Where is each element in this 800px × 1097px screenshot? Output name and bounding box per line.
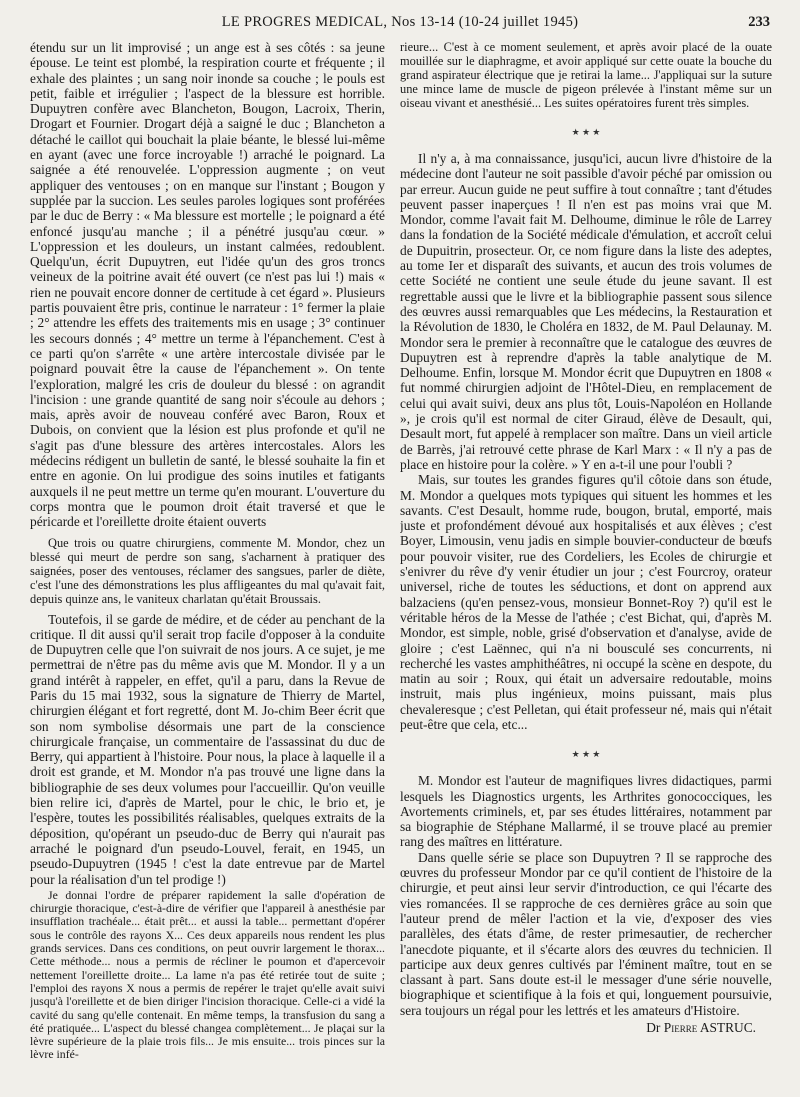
author-signature <box>400 1020 772 1036</box>
signature-title: Dr <box>646 1020 661 1036</box>
page-header <box>30 6 770 36</box>
left-column <box>30 40 385 1062</box>
journal-title: LE PROGRES MEDICAL, Nos 13-14 (10-24 juillet 1945) <box>221 14 579 30</box>
paragraph-right-2: Il n'y a, à ma connaissance, jusqu'ici, aucun livre d'histoire de la médecine dont l'auteur ne soit passible d'avoir péché par omission ou par erreur. Aucun guide ne peut suffire à tout connaître ; tant d'études peuvent passer inaperçues ! Il n'en est pas moins vrai que M. Mondor, comme l'avait fait M. Delhoume, diminue le rôle de Larrey dans la fondation de la Société médicale d'émulation, et accroît celui de Dupuitrin, prosecteur. Or, ce nom figure dans la liste des adeptes, au tome Ier et disparaît des suivants, et aucun des trois volumes de cette Société ne contient une seule étude du jeune savant. Il est regrettable aussi que le livre et la bibliographie passent sous silence des œuvres aussi remarquables que Les médecins, la Restauration et la Révolution de 1830, le Choléra en 1832, de M. Paul Delaunay. M. Mondor sera le premier à reconnaître que le catalogue des œuvres de Dupuytren est à reprendre d'après la table analytique de M. Delhoume. Enfin, lorsque M. Mondor écrit que Dupuytren en 1808 « fut nommé chirurgien adjoint de l'Hôtel-Dieu, en remplacement de celui qui avait suivi, deux ans plus tôt, Louis-Napoléon en Hollande », je crois qu'il est normal de citer Giraud, élève de Desault, qui, Desault mort, fut appelé à remplacer son maître. Dans un vieil article de Barrès, j'ai retrouvé cette phrase de Karl Marx : « Il n'y a pas de place en histoire pour la colère. » Y en a-t-il une pour l'oubli ? <box>400 151 772 472</box>
paragraph-right-4: M. Mondor est l'auteur de magnifiques livres didactiques, parmi lesquels les Diagnostics urgents, les Arthrites gonococciques, les Avortements criminels, et, par ses études littéraires, notamment par sa biographie de Stéphane Mallarmé, il se trouve placé au premier rang des maîtres en littérature. <box>400 773 772 850</box>
paragraph-right-5: Dans quelle série se place son Dupuytren ? Il se rapproche des œuvres du professeur Mondor par ce qu'il contient de l'histoire de la chirurgie, et peut ainsi leur servir d'introduction, ce qui l'écarte des vies romancées. Il se rapproche de ces dernières grâce au soin que l'auteur prend de mêler l'action et la vie, d'exposer des vies parallèles, des états d'âme, de rester primesautier, de rechercher l'anecdote piquante, et il s'écarte alors des œuvres du technicien. Il participe aux deux genres cultivés par l'éminent maître, tout en se classant à part. Sans doute est-il le messager d'une série nouvelle, biographique et scientifique à la fois et qui, longuement poursuivie, sera toujours un régal pour les lettrés et les amateurs d'Histoire. <box>400 849 772 1018</box>
section-separator-stars: ★ ★ ★ <box>571 749 601 760</box>
paragraph-left-2: Que trois ou quatre chirurgiens, commente M. Mondor, chez un blessé qui meurt de perdre son sang, s'acharnent à pratiquer des saignées, poser des ventouses, réclamer des sangsues, parler de diète, c'est l'une des démonstrations les plus affligeantes du mal qu'avait fait, depuis quinze ans, le vaniteux charlatan qu'était Broussais. <box>30 535 385 606</box>
paragraph-left-3: Toutefois, il se garde de médire, et de céder au penchant de la critique. Il dit aussi qu'il serait trop facile d'opposer à la conduite de Dupuytren celle que l'on suivrait de nos jours. A ce sujet, je me permettrai de n'être pas du même avis que M. Mondor. Il y a un grand intérêt à rappeler, en effet, qu'il a paru, dans la Revue de Paris du 15 mai 1932, sous la signature de Thierry de Martel, chirurgien élégant et fort regretté, dont M. Jo-chim Beer écrit que son nom symbolise désormais une part de la conscience chirurgicale française, un commentaire de l'assassinat du duc de Berry, qui appartient à l'histoire. Pour nous, la place à laquelle il a droit est grande, et M. Mondor n'a pas trouvé une ligne dans la bibliographie de ses deux volumes pour l'accueillir. Qu'on veuille bien relire ici, d'après de Martel, pour le chic, le brio et, je l'espère, toutes les possibilités réalisables, quelques extraits de la déposition, qu'opérant un pseudo-duc de Berry qui n'aurait pas arraché le poignard d'un pseudo-Louvel, ferait, en 1945, un pseudo-Dupuytren (1945 ! c'est la date entrevue par de Martel pour la réalisation d'un tel prodige !) <box>30 611 385 887</box>
right-column <box>400 40 772 1036</box>
paragraph-right-3: Mais, sur toutes les grandes figures qu'il côtoie dans son étude, M. Mondor a quelques mots typiques qui situent les hommes et les savants. C'est Desault, homme rude, bougon, brutal, emporté, mais juste et profondément dévoué aux hospitalisés et aux élèves ; c'est Boyer, Limousin, venu jadis en simple bouvier-conducteur de bœufs pour pouvoir visiter, rue des Cordeliers, les Ecoles de chirurgie et s'enivrer du rêve d'y venir étudier un jour ; c'est Fourcroy, orateur universel, riche de toutes les séductions, et dont on apprend aux balzaciens (qu'en pensez-vous, monsieur Bonnet-Roy ?) qu'il est le véritable héros de la Messe de l'athée ; c'est Bichat, qui, d'après M. Mondor, est simple, noble, grisé d'observation et d'analyse, avide de gloire ; c'est Laënnec, qui n'a ni bousculé ses concurrents, ni recherché les vastes amphithéâtres, ni occupé la scène en despote, du matin au soir ; Roux, qui était un adversaire redoutable, moins instruit, mais plus ingénieux, moins puissant, mais plus chevaleresque ; c'est Pelletan, qui était professeur né, mais qui n'était peut-être que cela, etc... <box>400 472 772 732</box>
paragraph-right-1: rieure... C'est à ce moment seulement, et après avoir placé de la ouate mouillée sur le diaphragme, et avoir appliqué sur cette ouate la bouche du grand aspirateur électrique que je retirai la lame... J'appliquai sur la suture une mince lame de muscle de pigeon prélevée à l'instant même sur un oiseau vivant et anesthésié... Les suites opératoires furent très simples. <box>400 40 772 110</box>
paragraph-left-1: étendu sur un lit improvisé ; un ange est à ses côtés : sa jeune épouse. Le teint est plombé, la respiration courte et fréquente ; il exhale des plaintes ; un sang noir inonde sa couche ; le pouls est petit, faible et irrégulier ; l'aspect de la blessure est horrible. Dupuytren confère avec Blancheton, Bougon, Lacroix, Therin, Drogart et Fournier. Drogart déjà a saigné le duc ; Blancheton a détaché le caillot qui bouchait la plaie béante, le blessé lui-même en ayant (avec une force incroyable !) arraché le poignard. La saignée a été renouvelée. L'oppression augmente ; on veut appliquer des ventouses ; on en manque sur l'instant ; Bougon y supplée par la succion. Les seules paroles logiques sont proférées par le duc de Berry : « Ma blessure est mortelle ; le poignard a été enfoncé jusqu'au manche ; il a pénétré jusqu'au cœur. » L'oppression et les douleurs, un instant calmées, redoublent. Quelqu'un, écrit Dupuytren, eut l'idée qu'un des gros troncs veineux de la poitrine avait été ouvert (ce n'est pas lui !) mais « rien ne pouvait encore donner de certitude à cet égard ». Plusieurs partis pouvaient être pris, continue le narrateur : 1° fermer la plaie ; 2° attendre les effets des traitements mis en usage ; 3° continuer les secours donnés ; 4° mettre un terme à l'épanchement. C'est à ce parti qu'on s'arrête « une artère intercostale divisée par le poignard pouvait être la cause de l'épanchement ». On tente l'exploration, malgré les cris de douleur du blessé : on agrandit l'incision : une grande quantité de sang noir s'écoule au dehors ; mais, après avoir de nouveau conféré avec Baron, Roux et Dubois, on convient que la lésion est plus profonde et qu'il ne s'agit pas d'une blessure des artères intercostales. Alors les médecins rédigent un bulletin de santé, le blessé souhaite la fin et entre en agonie. On lui prodigue des soins inutiles et fatigants auxquels il ne peut mettre un terme qu'en mourant. L'ouverture du corps montra que le poumon droit était traversé et que le péricarde et l'oreillette droite étaient ouverts <box>30 40 385 530</box>
section-separator-stars: ★ ★ ★ <box>571 127 601 137</box>
page-number: 233 <box>748 14 770 30</box>
signature-name: Pierre ASTRUC. <box>663 1020 756 1036</box>
paragraph-left-4: Je donnai l'ordre de préparer rapidement la salle d'opération de chirurgie thoracique, c'est-à-dire de vérifier que l'appareil à anesthésie par insufflation trachéale... était prêt... et aussi la table... permettant d'opérer sous le contrôle des rayons X... Ces deux appareils nous rendent les plus grands services. Dans ces conditions, on peut ouvrir largement le thorax... Cette méthode... nous a permis de récliner le poumon et d'apercevoir nettement l'oreillette droite... La lame n'a pas été retirée tout de suite ; l'emploi des rayons X nous a permis de repérer le trajet qu'elle avait suivi jusqu'à l'oreillette et de bien diriger l'incision thoracique. Celle-ci a vidé la cavité du sang qu'elle contenait. En même temps, la transfusion du sang a été pratiquée... L'aspect du blessé changea complètement... Je plaçai sur la lèvre supérieure de la plaie trois fils... Je mis ensuite... trois pinces sur la lèvre infé- <box>30 887 385 1062</box>
quote-block <box>30 889 385 1062</box>
